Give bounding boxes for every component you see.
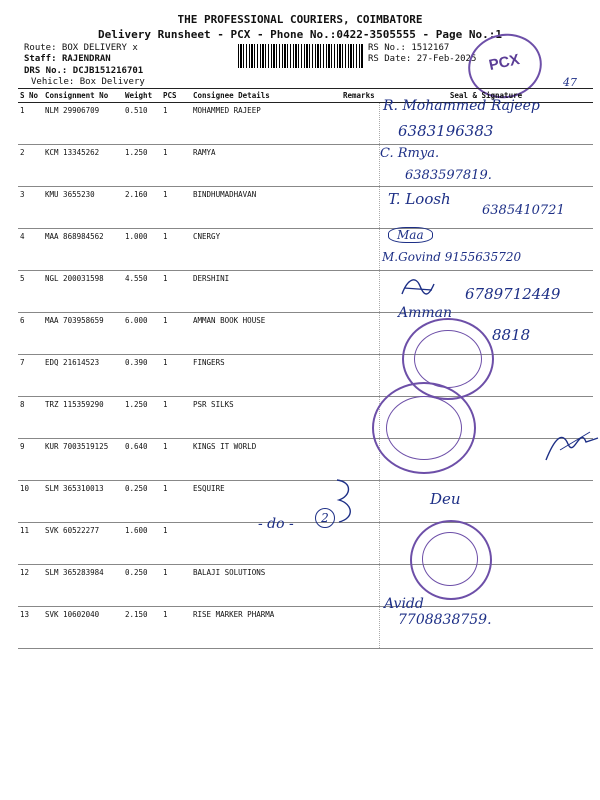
cell-weight: 1.000 bbox=[123, 229, 161, 271]
cell-sno: 8 bbox=[18, 397, 43, 439]
cell-consignee: FINGERS bbox=[191, 355, 341, 397]
drs-number: DCJB151216701 bbox=[72, 66, 144, 76]
cell-pcs: 1 bbox=[161, 271, 191, 313]
cell-weight: 4.550 bbox=[123, 271, 161, 313]
cell-remarks bbox=[341, 271, 379, 313]
handwritten-phone: 6383597819. bbox=[405, 168, 492, 183]
pcx-stamp: PCX bbox=[462, 27, 548, 105]
cell-consignment: MAA 703958659 bbox=[43, 313, 123, 355]
cell-weight: 0.640 bbox=[123, 439, 161, 481]
handwritten-name: R. Mohammed Rajeep bbox=[383, 98, 540, 114]
handwritten-phone: 8818 bbox=[492, 326, 531, 344]
cell-remarks bbox=[341, 607, 379, 649]
cell-weight: 6.000 bbox=[123, 313, 161, 355]
col-pcs: PCS bbox=[161, 89, 191, 103]
cell-pcs: 1 bbox=[161, 313, 191, 355]
runsheet-table bbox=[18, 88, 593, 649]
cell-sno: 10 bbox=[18, 481, 43, 523]
cell-weight: 0.390 bbox=[123, 355, 161, 397]
cell-sno: 9 bbox=[18, 439, 43, 481]
vehicle-field: Vehicle: Box Delivery bbox=[31, 77, 145, 87]
handwritten-ditto: - do - bbox=[258, 516, 294, 532]
table-row bbox=[18, 439, 593, 481]
cell-weight: 0.250 bbox=[123, 565, 161, 607]
col-consignment: Consignment No bbox=[43, 89, 123, 103]
company-seal-stamp bbox=[372, 382, 476, 474]
cell-consignee: AMMAN BOOK HOUSE bbox=[191, 313, 341, 355]
table-row bbox=[18, 565, 593, 607]
handwritten-name: C. Rmya. bbox=[380, 146, 440, 161]
col-remarks: Remarks bbox=[341, 89, 379, 103]
cell-sno: 5 bbox=[18, 271, 43, 313]
runsheet-title: Delivery Runsheet - PCX - Phone No.:0422-3505555 - Page No.:1 bbox=[98, 28, 502, 41]
handwritten-phone: M.Govind 9155635720 bbox=[382, 250, 522, 264]
handwritten-signature: Deu bbox=[430, 490, 461, 508]
cell-remarks bbox=[341, 313, 379, 355]
cell-pcs: 1 bbox=[161, 145, 191, 187]
handwritten-phone: 6789712449 bbox=[465, 285, 561, 303]
table-row bbox=[18, 481, 593, 523]
drs-field: DRS No.: DCJB151216701 bbox=[24, 66, 144, 76]
col-sno: S No bbox=[18, 89, 43, 103]
cell-weight: 1.250 bbox=[123, 145, 161, 187]
cell-weight: 1.600 bbox=[123, 523, 161, 565]
rs-number: RS No.: 1512167 bbox=[368, 43, 450, 53]
circled-number: 2 bbox=[315, 508, 335, 528]
rs-date: RS Date: 27-Feb-2025 bbox=[368, 54, 477, 64]
cell-sno: 3 bbox=[18, 187, 43, 229]
cell-pcs: 1 bbox=[161, 439, 191, 481]
col-signature: Seal & Signature bbox=[379, 89, 593, 103]
col-weight: Weight bbox=[123, 89, 161, 103]
cell-pcs: 1 bbox=[161, 187, 191, 229]
cell-sno: 12 bbox=[18, 565, 43, 607]
cell-consignment: SLM 365310013 bbox=[43, 481, 123, 523]
cell-pcs: 1 bbox=[161, 481, 191, 523]
cell-weight: 0.250 bbox=[123, 481, 161, 523]
cell-pcs: 1 bbox=[161, 103, 191, 145]
table-row bbox=[18, 145, 593, 187]
table-row bbox=[18, 523, 593, 565]
cell-sno: 1 bbox=[18, 103, 43, 145]
signature-mark bbox=[398, 274, 438, 300]
cell-consignment: NGL 200031598 bbox=[43, 271, 123, 313]
cell-weight: 2.150 bbox=[123, 607, 161, 649]
cell-consignment: SLM 365283984 bbox=[43, 565, 123, 607]
cell-consignee: MOHAMMED RAJEEP bbox=[191, 103, 341, 145]
cell-weight: 0.510 bbox=[123, 103, 161, 145]
cell-consignment: EDQ 21614523 bbox=[43, 355, 123, 397]
cell-remarks bbox=[341, 145, 379, 187]
staff-field: Staff: RAJENDRAN bbox=[24, 54, 111, 64]
table-row bbox=[18, 355, 593, 397]
cell-pcs: 1 bbox=[161, 355, 191, 397]
cell-pcs: 1 bbox=[161, 523, 191, 565]
cell-consignee: CNERGY bbox=[191, 229, 341, 271]
handwritten-name: Amman bbox=[398, 305, 453, 321]
cell-pcs: 1 bbox=[161, 565, 191, 607]
handwritten-phone: 6383196383 bbox=[398, 122, 494, 140]
cell-sno: 4 bbox=[18, 229, 43, 271]
cell-weight: 1.250 bbox=[123, 397, 161, 439]
company-title: THE PROFESSIONAL COURIERS, COIMBATORE bbox=[177, 13, 423, 26]
cell-consignment: TRZ 115359290 bbox=[43, 397, 123, 439]
table-row bbox=[18, 397, 593, 439]
cell-sno: 6 bbox=[18, 313, 43, 355]
corner-note: 47 bbox=[563, 76, 577, 89]
handwritten-phone: 6385410721 bbox=[482, 203, 565, 218]
cell-consignment: KMU 3655230 bbox=[43, 187, 123, 229]
cell-consignment: KCM 13345262 bbox=[43, 145, 123, 187]
cell-remarks bbox=[341, 103, 379, 145]
cell-consignee: PSR SILKS bbox=[191, 397, 341, 439]
handwritten-name: Avidd bbox=[384, 596, 424, 612]
barcode-image bbox=[238, 44, 363, 68]
cell-consignee: KINGS IT WORLD bbox=[191, 439, 341, 481]
cell-consignee: ESQUIRE bbox=[191, 481, 341, 523]
cell-remarks bbox=[341, 229, 379, 271]
company-seal-stamp bbox=[410, 520, 492, 600]
cell-pcs: 1 bbox=[161, 229, 191, 271]
cell-remarks bbox=[341, 565, 379, 607]
cell-consignee: RAMYA bbox=[191, 145, 341, 187]
cell-consignee: BALAJI SOLUTIONS bbox=[191, 565, 341, 607]
cell-sno: 13 bbox=[18, 607, 43, 649]
cell-consignment: SVK 10602040 bbox=[43, 607, 123, 649]
cell-consignee: BINDHUMADHAVAN bbox=[191, 187, 341, 229]
cell-sno: 11 bbox=[18, 523, 43, 565]
cell-consignment: SVK 60522277 bbox=[43, 523, 123, 565]
cell-remarks bbox=[341, 187, 379, 229]
handwritten-name: Maa bbox=[388, 227, 433, 243]
cell-consignee: RISE MARKER PHARMA bbox=[191, 607, 341, 649]
cell-sno: 2 bbox=[18, 145, 43, 187]
staff-name: RAJENDRAN bbox=[61, 54, 111, 64]
cell-pcs: 1 bbox=[161, 397, 191, 439]
cell-weight: 2.160 bbox=[123, 187, 161, 229]
bracket-mark bbox=[325, 474, 365, 540]
cell-remarks bbox=[341, 355, 379, 397]
cell-consignee: DERSHINI bbox=[191, 271, 341, 313]
cell-consignment: MAA 868984562 bbox=[43, 229, 123, 271]
cell-signature bbox=[379, 481, 593, 523]
cell-sno: 7 bbox=[18, 355, 43, 397]
route-field: Route: BOX DELIVERY x bbox=[24, 43, 138, 53]
cell-consignment: NLM 29906709 bbox=[43, 103, 123, 145]
cell-consignment: KUR 7003519125 bbox=[43, 439, 123, 481]
handwritten-name: T. Loosh bbox=[388, 190, 451, 208]
cell-pcs: 1 bbox=[161, 607, 191, 649]
handwritten-phone: 7708838759. bbox=[398, 612, 492, 628]
table-row bbox=[18, 607, 593, 649]
signature-mark bbox=[540, 420, 600, 466]
col-consignee: Consignee Details bbox=[191, 89, 341, 103]
